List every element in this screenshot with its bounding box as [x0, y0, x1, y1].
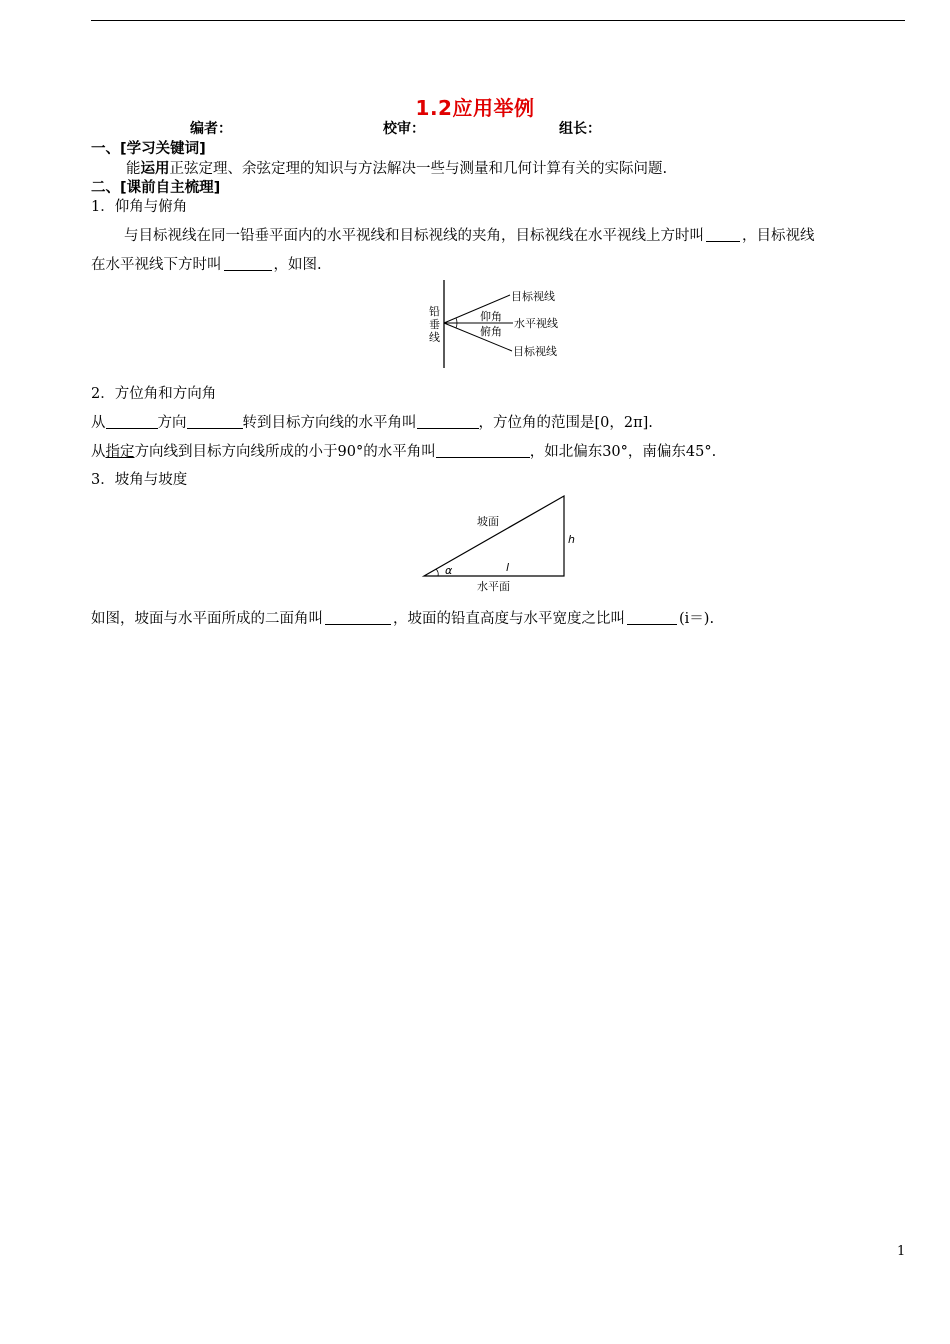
item3-text-c: (i＝).	[679, 611, 715, 627]
item3-heading: 3．坡角与坡度	[91, 472, 188, 488]
height-label: h	[568, 533, 575, 546]
vertical-label-3: 线	[429, 331, 440, 344]
item2-l1-d: ，方位角的范围是[0，2π].	[478, 415, 653, 431]
item1-text-d: ，如图.	[273, 257, 322, 273]
blank-elevation	[706, 227, 740, 242]
leader-label: 组长：	[559, 121, 601, 137]
alpha-label: α	[445, 564, 453, 577]
section1-heading: 一、[学习关键词]	[91, 141, 206, 157]
blank-azimuth	[417, 414, 479, 429]
item2-l2-a: 从	[91, 444, 106, 460]
horizontal-label: 水平视线	[514, 317, 558, 330]
section1-text	[126, 157, 667, 178]
page-number: 1	[897, 1244, 906, 1259]
slope-label: 坡面	[477, 515, 499, 528]
reviewer-label: 校审：	[383, 121, 425, 137]
item2-l1-a: 从	[91, 415, 106, 431]
item2-l2-b: 指定	[105, 444, 135, 460]
vertical-label-2: 垂	[429, 318, 440, 331]
header-rule	[91, 20, 905, 21]
section1-text-bold: 运用	[140, 161, 170, 177]
item2-l2-c: 方向线到目标方向线所成的小于90°的水平角叫	[134, 444, 436, 460]
elevation-depression-figure	[420, 278, 580, 370]
item1-text-b: ，目标视线	[742, 228, 815, 244]
item3-text-b: ，坡面的铅直高度与水平宽度之比叫	[393, 611, 625, 627]
item1-text-a: 与目标视线在同一铅垂平面内的水平视线和目标视线的夹角，目标视线在水平视线上方时叫	[124, 228, 704, 244]
slope-angle-arc	[436, 569, 438, 576]
item3-text-a: 如图，坡面与水平面所成的二面角叫	[91, 611, 323, 627]
item2-line1	[91, 411, 653, 432]
lower-target-label: 目标视线	[513, 345, 557, 358]
elevation-label: 仰角	[480, 310, 502, 323]
blank-gradient	[627, 610, 677, 625]
item2-line2	[91, 440, 716, 461]
upper-target-label: 目标视线	[511, 290, 555, 303]
editor-label: 编者：	[190, 121, 232, 137]
item2-l1-b: 方向	[157, 415, 187, 431]
item1-text-c: 在水平视线下方时叫	[91, 257, 222, 273]
section1-text-post: 正弦定理、余弦定理的知识与方法解决一些与测量和几何计算有关的实际问题.	[169, 161, 668, 177]
length-label: l	[506, 561, 510, 574]
blank-slope-angle	[325, 610, 391, 625]
item1-paragraph-line2	[91, 253, 322, 274]
section1-text-pre: 能	[126, 161, 141, 177]
vertical-label-1: 铅	[429, 305, 440, 318]
item2-l2-d: ，如北偏东30°，南偏东45°.	[529, 444, 717, 460]
section2-heading: 二、[课前自主梳理]	[91, 180, 221, 196]
item1-paragraph-line1	[124, 224, 815, 245]
item3-text	[91, 607, 714, 628]
ground-label: 水平面	[477, 580, 510, 593]
item2-heading: 2．方位角和方向角	[91, 386, 217, 402]
blank-direction-angle	[436, 443, 530, 458]
depression-label: 俯角	[480, 325, 502, 338]
item2-l1-c: 转到目标方向线的水平角叫	[242, 415, 417, 431]
page-title: 1.2应用举例	[415, 96, 535, 120]
slope-figure	[418, 492, 584, 596]
blank-rotation	[187, 414, 243, 429]
item1-heading: 1．仰角与俯角	[91, 199, 188, 215]
blank-from-direction	[106, 414, 158, 429]
blank-depression	[224, 256, 272, 271]
